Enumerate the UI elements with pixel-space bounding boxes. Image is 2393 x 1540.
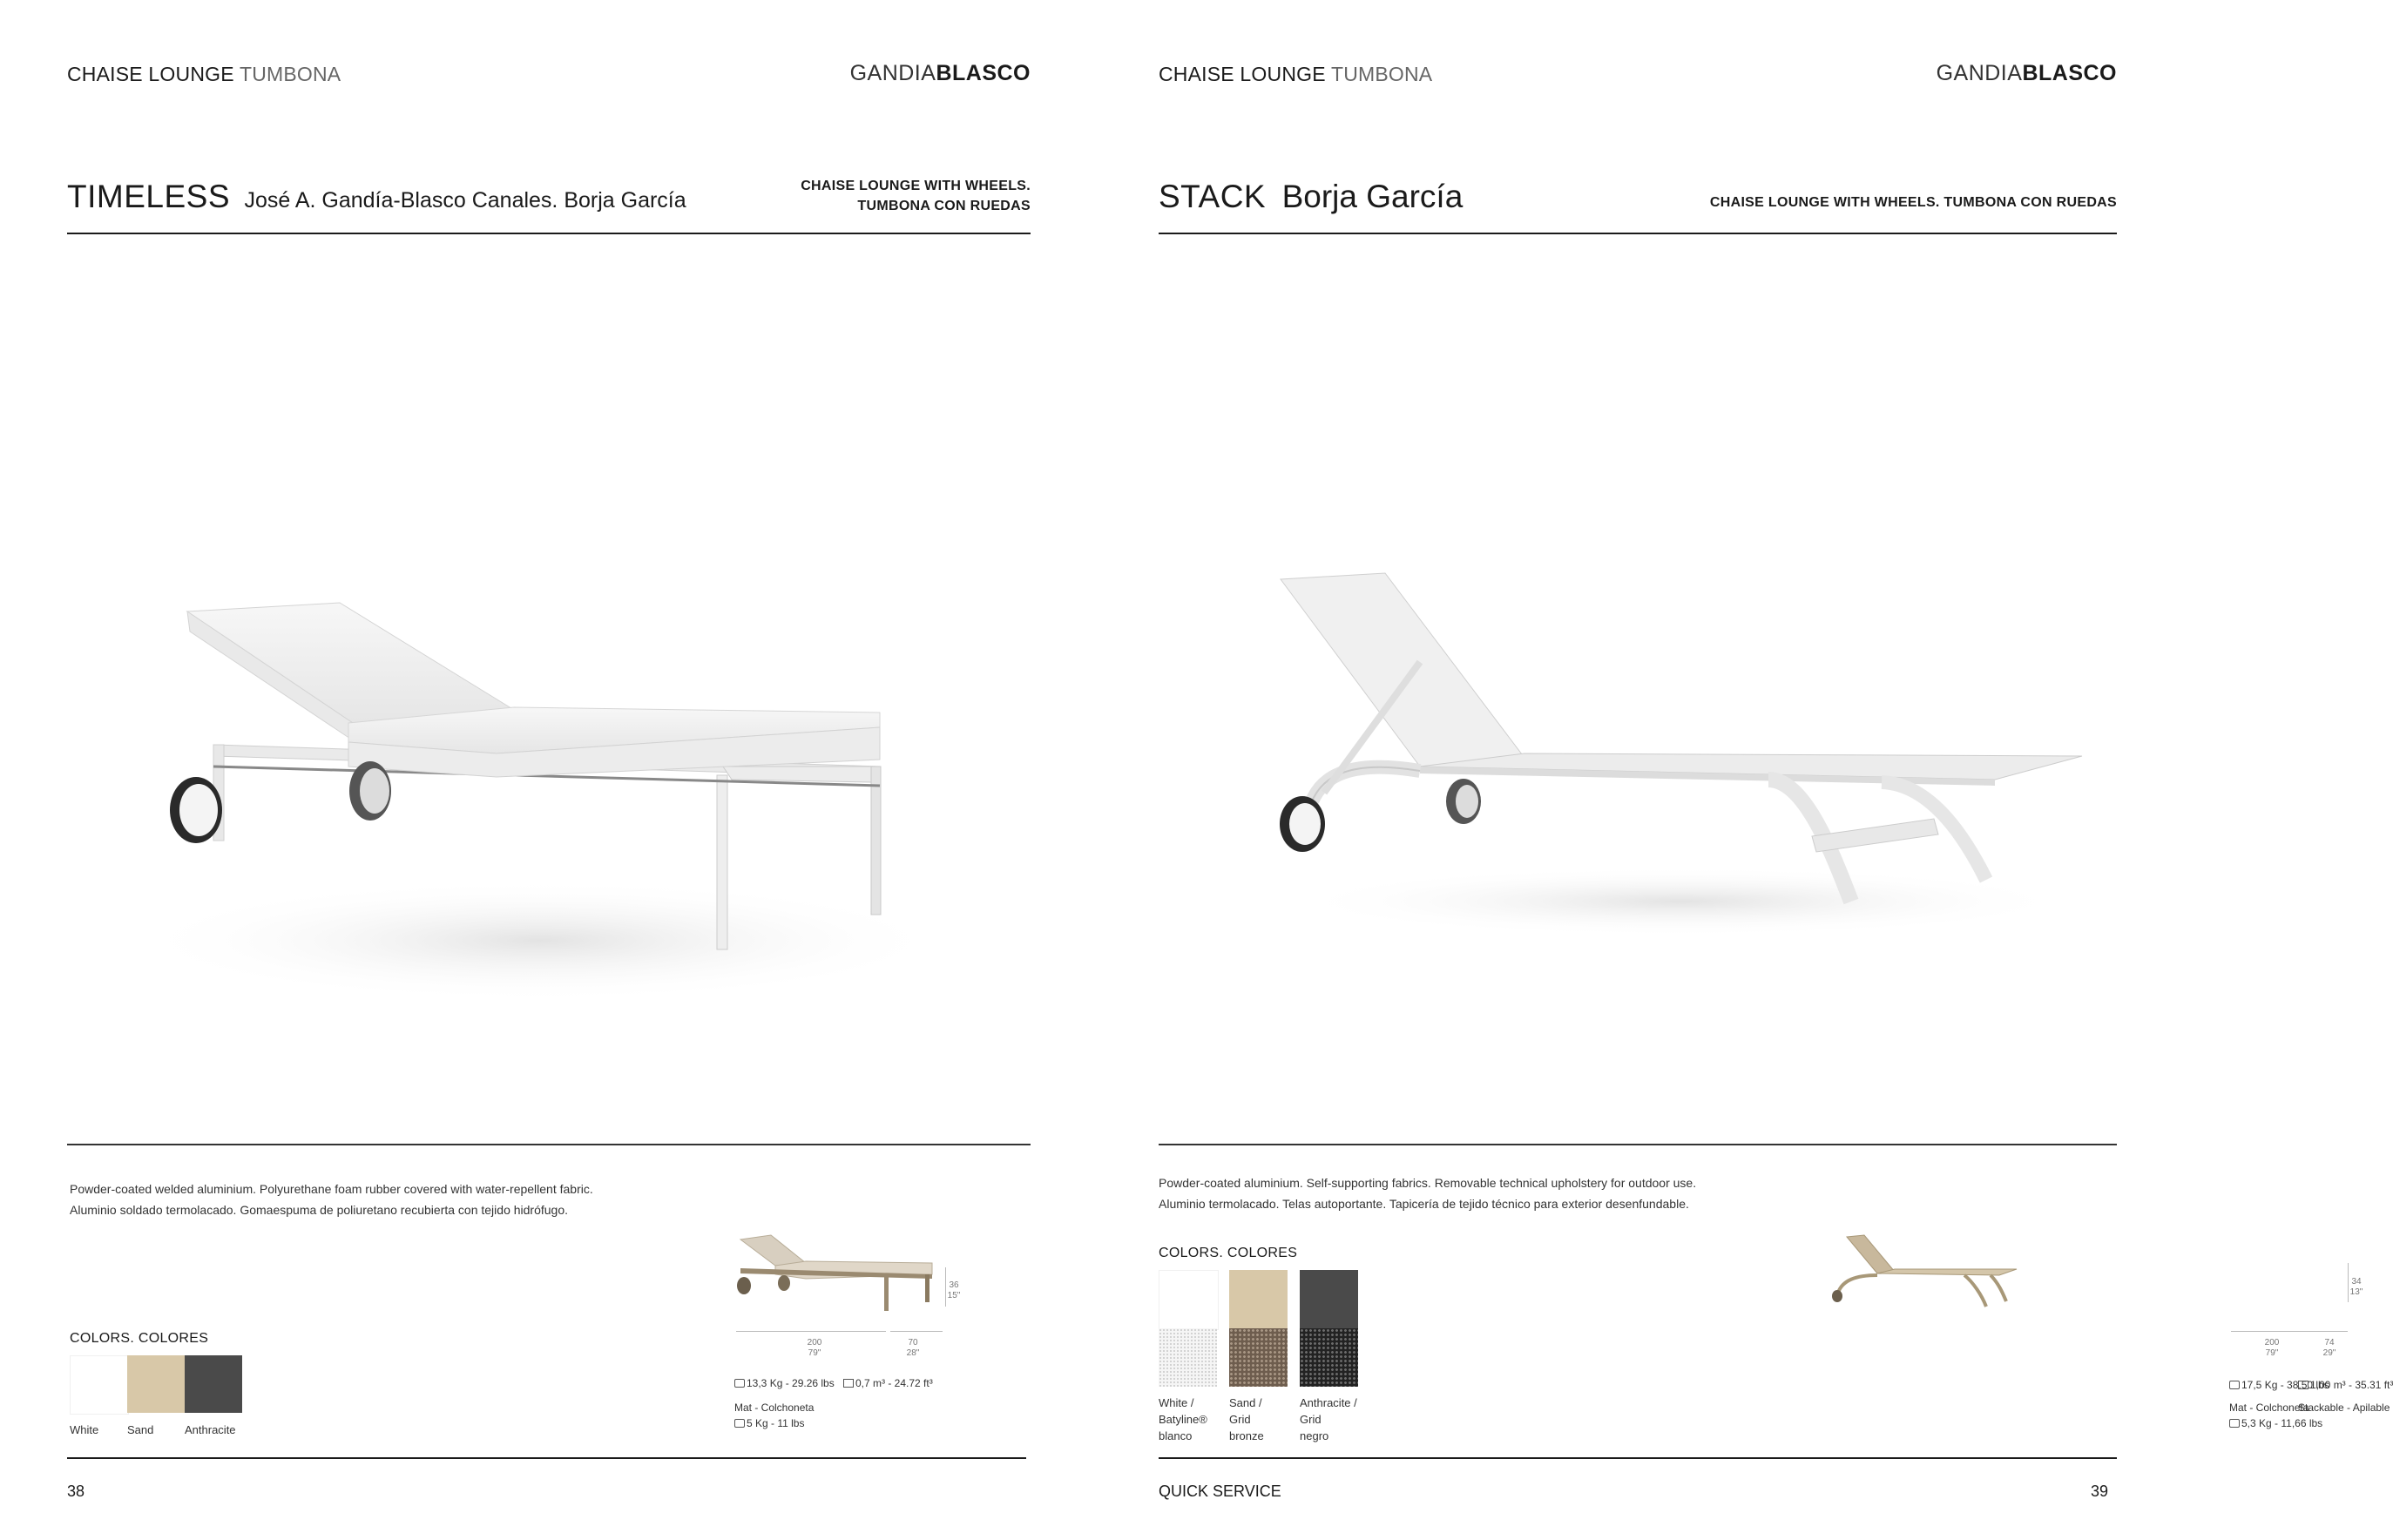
color-label-line: bronze <box>1229 1429 1264 1442</box>
product-designers: Borja García <box>1281 179 1464 214</box>
width-dimension-line <box>2320 1331 2348 1332</box>
width-dimension <box>897 1338 929 1359</box>
length-in: 79" <box>2265 1348 2279 1358</box>
weight-value: 17,5 Kg - 38.50 lbs <box>2241 1379 2329 1391</box>
color-label-line: Sand / <box>1229 1396 1262 1409</box>
weight-icon <box>2229 1381 2240 1389</box>
colors-title: COLORS. COLORES <box>70 1331 209 1346</box>
footer-divider <box>1159 1457 2117 1459</box>
brand-logo-bold: BLASCO <box>936 61 1031 85</box>
section-heading-sub: TUMBONA <box>239 63 341 85</box>
length-dimension <box>2254 1338 2289 1359</box>
volume-spec <box>2298 1377 2393 1393</box>
brand-logo-bold: BLASCO <box>2022 61 2117 85</box>
color-label-line: Grid <box>1300 1413 1322 1426</box>
color-label-sand <box>1229 1395 1264 1444</box>
color-label-anthracite <box>1300 1395 1357 1444</box>
page-number: 38 <box>67 1483 85 1500</box>
section-heading-main: CHAISE LOUNGE <box>1159 63 1326 85</box>
brand-logo <box>850 61 1031 86</box>
width-in: 28" <box>906 1348 920 1358</box>
width-cm: 74 <box>2324 1338 2335 1348</box>
color-label-white <box>1159 1395 1207 1444</box>
section-heading <box>67 63 341 86</box>
color-swatch-anthracite[interactable] <box>185 1355 242 1413</box>
color-label-white: White <box>70 1423 99 1436</box>
color-label-line: Anthracite / <box>1300 1396 1357 1409</box>
height-in: 13" <box>2349 1287 2363 1297</box>
color-label-sand: Sand <box>127 1423 154 1436</box>
width-dimension <box>2314 1338 2345 1359</box>
color-swatch-grid-black[interactable] <box>1300 1328 1358 1387</box>
product-designers: José A. Gandía-Blasco Canales. Borja García <box>244 188 686 213</box>
weight-value: 13,3 Kg - 29.26 lbs <box>747 1377 835 1389</box>
mat-weight-spec <box>2229 1415 2322 1431</box>
section-heading-main: CHAISE LOUNGE <box>67 63 234 85</box>
mat-weight-value: 5 Kg - 11 lbs <box>747 1417 805 1429</box>
box-volume-icon <box>843 1379 854 1388</box>
color-swatch-white-frame[interactable] <box>1159 1270 1219 1330</box>
width-in: 29" <box>2322 1348 2336 1358</box>
product-subtitle-line2: TUMBONA CON RUEDAS <box>857 199 1031 213</box>
product-description <box>1159 1172 1696 1214</box>
footer-label: QUICK SERVICE <box>1159 1483 1281 1500</box>
brand-logo-thin: GANDIA <box>849 61 936 85</box>
color-label-line: Batyline® <box>1159 1413 1207 1426</box>
section-heading <box>1159 63 1432 86</box>
stack-lounger-image <box>1272 557 2143 932</box>
mat-label: Mat - Colchoneta <box>734 1402 815 1414</box>
volume-value: 1,00 m³ - 35.31 ft³ <box>2310 1379 2393 1391</box>
weight-spec <box>734 1375 835 1391</box>
color-label-line: negro <box>1300 1429 1329 1442</box>
description-spanish: Aluminio termolacado. Telas autoportante. Tapicería de tejido técnico para exterior desenfundable. <box>1159 1197 1689 1211</box>
color-swatch-anthracite-frame[interactable] <box>1300 1270 1358 1328</box>
weight-icon <box>734 1379 745 1388</box>
description-english: Powder-coated aluminium. Self-supporting fabrics. Removable technical upholstery for outdoor use. <box>1159 1176 1697 1190</box>
length-dimension <box>788 1338 841 1359</box>
color-swatch-white[interactable] <box>70 1355 129 1415</box>
brand-logo <box>1937 61 2117 86</box>
product-subtitle-line1: CHAISE LOUNGE WITH WHEELS. <box>801 179 1031 193</box>
color-swatch-white-batyline[interactable] <box>1159 1328 1217 1387</box>
stackable-label: Stackable - Apilable <box>2298 1402 2390 1414</box>
timeless-thumbnail-image <box>732 1226 941 1318</box>
height-dimension <box>2346 1277 2367 1298</box>
height-cm: 36 <box>949 1280 959 1290</box>
height-in: 15" <box>947 1291 961 1300</box>
description-divider <box>67 1144 1031 1145</box>
mat-weight-spec <box>734 1415 804 1431</box>
product-subtitle: CHAISE LOUNGE WITH WHEELS. TUMBONA CON RUEDAS <box>1709 195 2117 210</box>
description-english: Powder-coated welded aluminium. Polyurethane foam rubber covered with water-repellent fabric. <box>70 1182 593 1196</box>
length-dimension-line <box>736 1331 886 1332</box>
timeless-lounger-image <box>131 557 1002 1010</box>
title-divider <box>1159 233 2117 234</box>
color-label-anthracite: Anthracite <box>185 1423 236 1436</box>
color-swatch-sand-frame[interactable] <box>1229 1270 1288 1328</box>
product-name: STACK <box>1159 179 1267 214</box>
length-cm: 200 <box>2264 1338 2280 1348</box>
color-label-line: White / <box>1159 1396 1194 1409</box>
product-name: TIMELESS <box>67 179 230 214</box>
width-dimension-line <box>890 1331 943 1332</box>
box-volume-icon <box>2298 1381 2309 1389</box>
product-description <box>70 1179 593 1220</box>
length-in: 79" <box>808 1348 821 1358</box>
height-dimension <box>945 1280 963 1301</box>
weight-icon <box>2229 1419 2240 1428</box>
mat-label: Mat - Colchoneta <box>2229 1402 2309 1414</box>
section-heading-sub: TUMBONA <box>1330 63 1433 85</box>
volume-spec <box>843 1375 933 1391</box>
height-cm: 34 <box>2351 1277 2362 1287</box>
width-cm: 70 <box>908 1338 918 1348</box>
length-cm: 200 <box>807 1338 822 1348</box>
colors-title: COLORS. COLORES <box>1159 1246 1298 1260</box>
right-page <box>1089 0 2393 1540</box>
left-page <box>0 0 1089 1540</box>
brand-logo-thin: GANDIA <box>1936 61 2023 85</box>
page-number: 39 <box>2090 1483 2108 1500</box>
weight-icon <box>734 1419 745 1428</box>
product-subtitle <box>801 176 1031 216</box>
stack-thumbnail-image <box>1825 1230 2025 1313</box>
title-divider <box>67 233 1031 234</box>
volume-value: 0,7 m³ - 24.72 ft³ <box>855 1377 933 1389</box>
product-title <box>67 179 686 215</box>
color-swatch-sand[interactable] <box>127 1355 185 1413</box>
description-spanish: Aluminio soldado termolacado. Gomaespuma de poliuretano recubierta con tejido hidrófugo. <box>70 1203 569 1217</box>
color-swatch-grid-bronze[interactable] <box>1229 1328 1288 1387</box>
mat-weight-value: 5,3 Kg - 11,66 lbs <box>2241 1417 2323 1429</box>
description-divider <box>1159 1144 2117 1145</box>
color-label-line: blanco <box>1159 1429 1193 1442</box>
product-title <box>1159 179 1463 215</box>
color-label-line: Grid <box>1229 1413 1251 1426</box>
footer-divider <box>67 1457 1026 1459</box>
